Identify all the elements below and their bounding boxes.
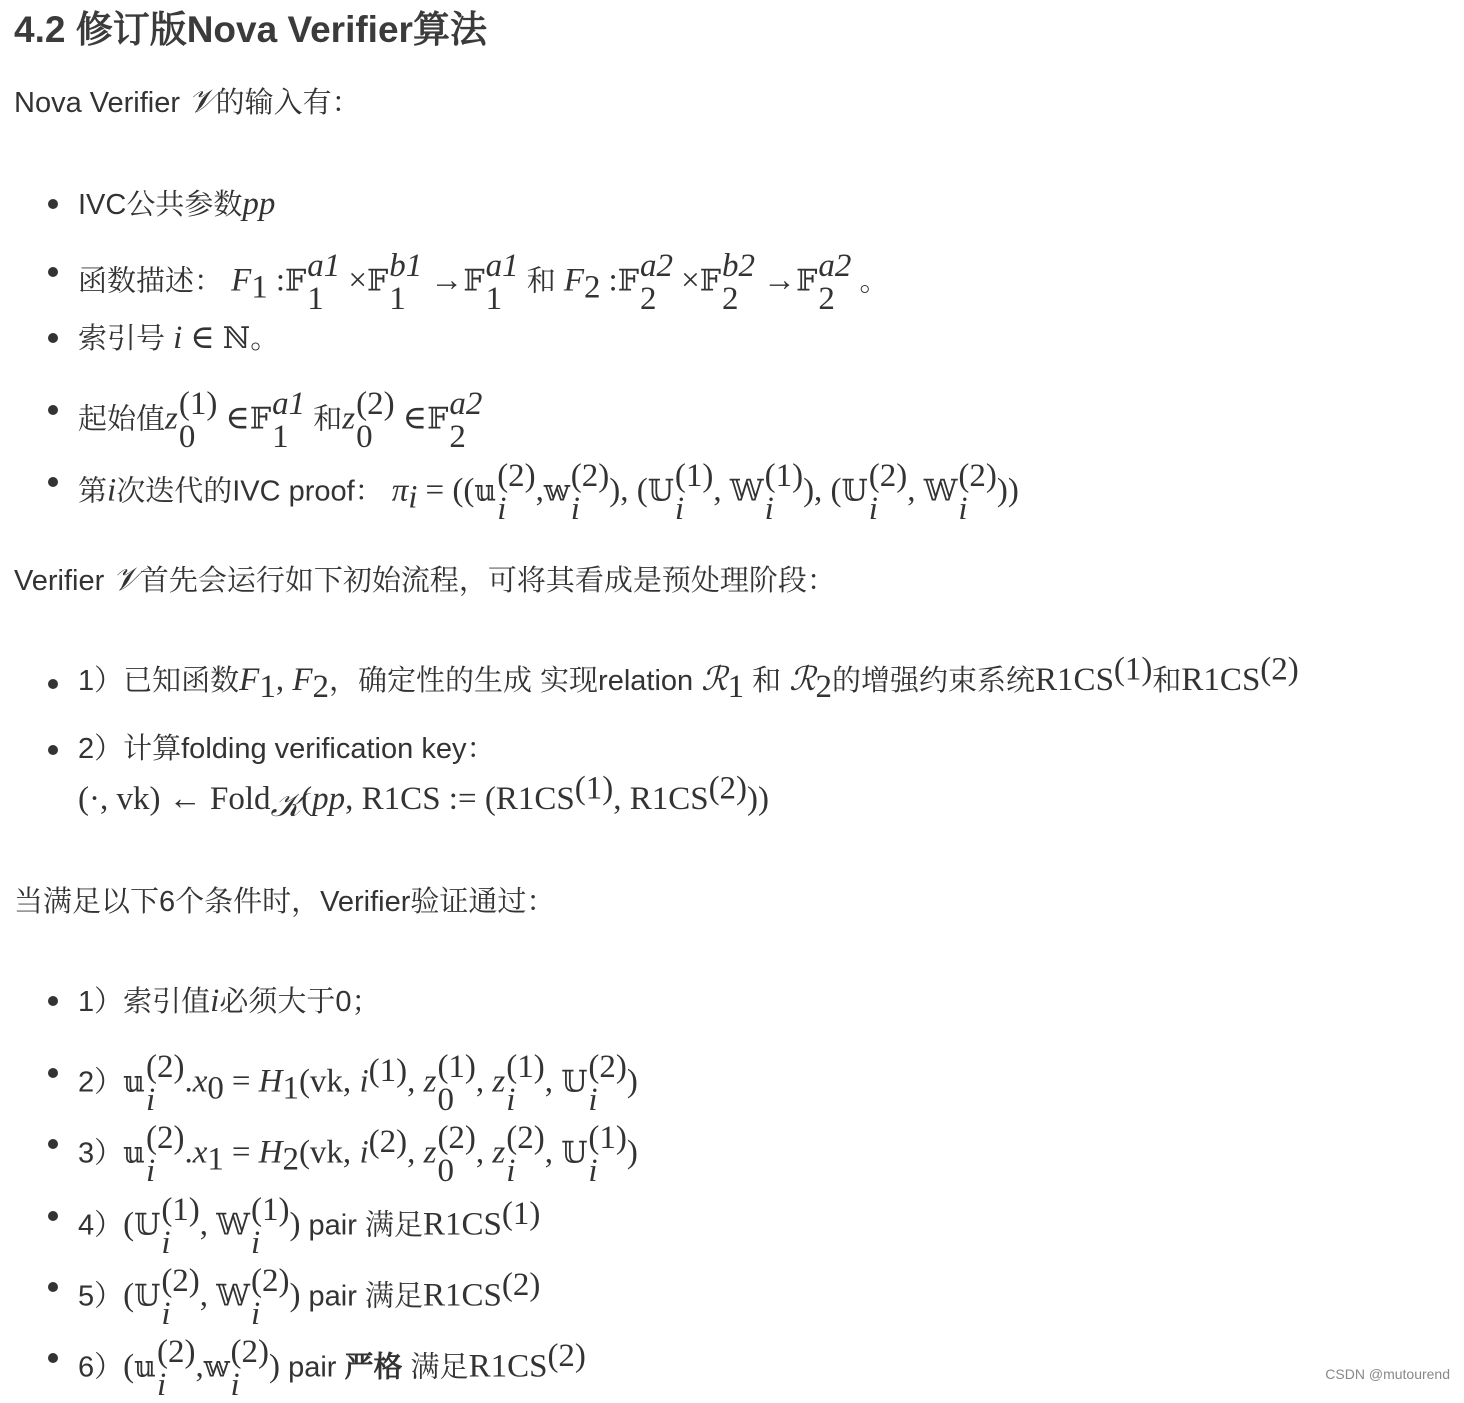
condition-4: 4）(𝕌 (1) i , 𝕎 (1) i ) pair 满足R1CS$^{(1)}$ xyxy=(78,1192,541,1261)
bullet xyxy=(48,333,58,343)
bullet xyxy=(48,1282,58,1292)
bullet xyxy=(48,745,58,755)
list-item-index: 索引号 i ∈ ℕ。 xyxy=(78,320,280,356)
bullet xyxy=(48,267,58,277)
bullet xyxy=(48,405,58,415)
list-item-function-description: 函数描述： $F_1$ :𝔽 a1 1 ×𝔽 b1 1 →𝔽 a1 1 和 $F_2$ :𝔽 a2 2 ×𝔽 b2 2 →𝔽 a2 2 。 xyxy=(78,248,889,317)
bullet xyxy=(48,1353,58,1363)
bullet xyxy=(48,996,58,1006)
condition-3: 3）𝕦 (2) i $.x_1 = H_2(vk$, $i^{(2)}$, z (2) 0 , z (2) i , 𝕌 (1) i ) xyxy=(78,1120,638,1189)
preprocess-intro: Verifier 𝒱首先会运行如下初始流程，可将其看成是预处理阶段： xyxy=(14,562,836,598)
bullet xyxy=(48,1211,58,1221)
watermark: CSDN @mutourend xyxy=(1325,1366,1450,1382)
bullet xyxy=(48,477,58,487)
list-item-preprocess-1: 1）已知函数$F_1$, $F_2$，确定性的生成 实现relation ℛ$_1$ 和 ℛ$_2$的增强约束系统R1CS$^{(1)}$和R1CS$^{(2)}$ xyxy=(78,651,1299,705)
fold-key-formula: (·, vk) ← Fold$_𝒦$(pp, R1CS := ($R1CS^{(1)}$, R1CS$^{(2)}$)) xyxy=(78,770,770,824)
verifier-inputs-intro: Nova Verifier 𝒱的输入有： xyxy=(14,84,361,120)
list-item-proof: 第i次迭代的IVC proof： $\pi_i$ = ((𝕦 (2) i ,𝕨 (2) i ), (𝕌 (1) i , 𝕎 (1) i ), (𝕌 (2) i , 𝕎 (2) i )) xyxy=(78,458,1019,527)
condition-6: 6）(𝕦 (2) i ,𝕨 (2) i ) pair 严格 满足R1CS$^{(2)}$ xyxy=(78,1334,586,1403)
bullet xyxy=(48,1068,58,1078)
list-item-start-values: 起始值z (1) 0 ∈𝔽 a1 1 和z (2) 0 ∈𝔽 a2 2 xyxy=(78,386,483,455)
conditions-intro: 当满足以下6个条件时，Verifier验证通过： xyxy=(14,886,556,918)
list-item-pp: IVC公共参数pp xyxy=(78,186,276,222)
bullet xyxy=(48,199,58,209)
bullet xyxy=(48,1139,58,1149)
condition-5: 5）(𝕌 (2) i , 𝕎 (2) i ) pair 满足R1CS$^{(2)}$ xyxy=(78,1263,541,1332)
section-heading: 4.2 修订版Nova Verifier算法 xyxy=(14,9,487,50)
condition-2: 2）𝕦 (2) i $.x_0 = H_1(vk$, $i^{(1)}$, z (1) 0 , z (1) i , 𝕌 (2) i ) xyxy=(78,1049,638,1118)
condition-1: 1）索引值i必须大于0； xyxy=(78,983,381,1019)
list-item-preprocess-2: 2）计算folding verification key： xyxy=(78,733,496,765)
bullet xyxy=(48,679,58,689)
